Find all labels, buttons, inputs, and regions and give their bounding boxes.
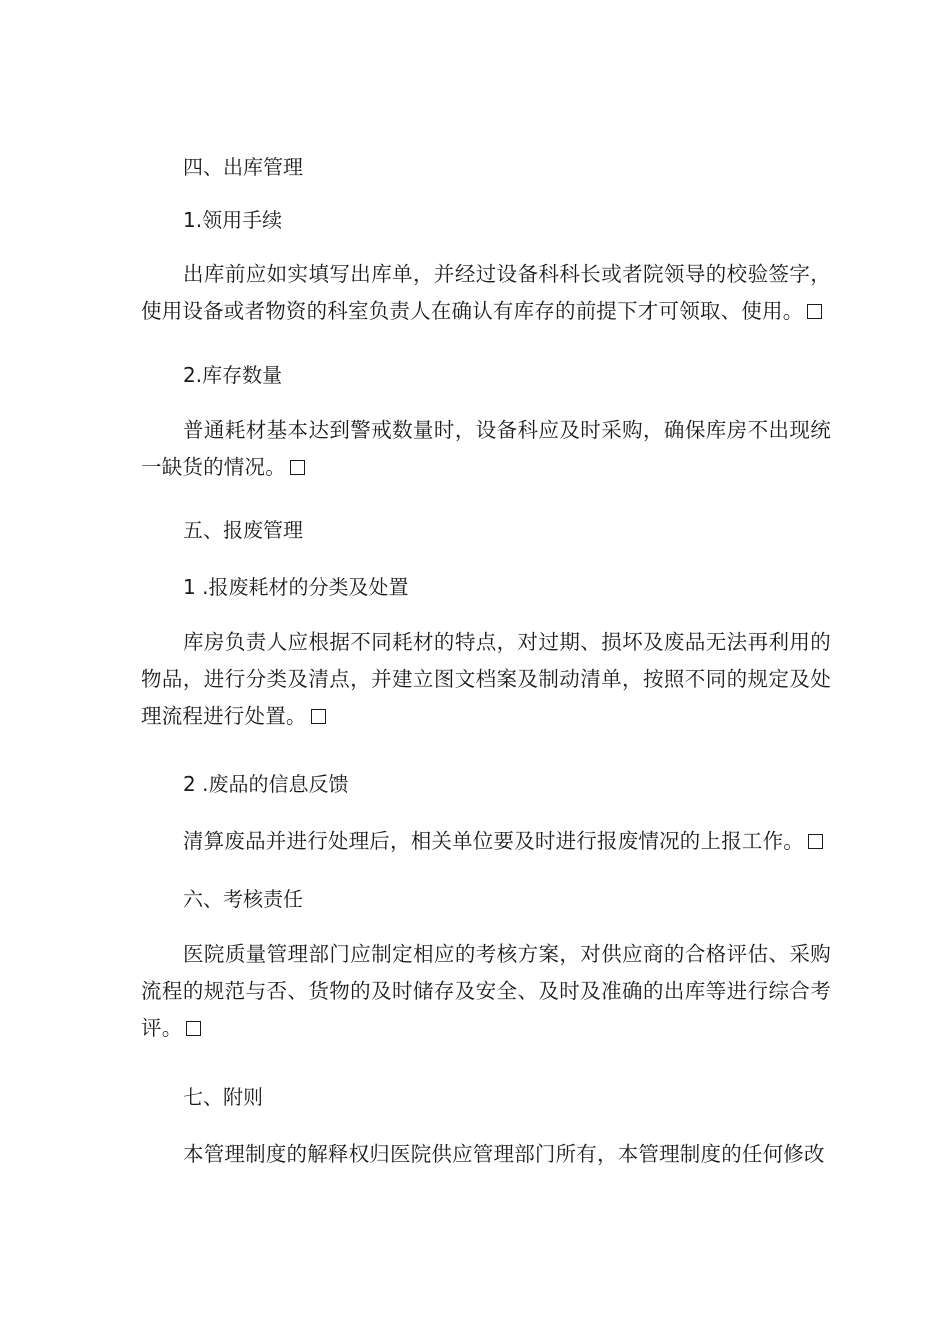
subsection-heading-5-2: 2 .废品的信息反馈 (183, 772, 349, 796)
paragraph-5-2-text: 清算废品并进行处理后，相关单位要及时进行报废情况的上报工作。 (183, 829, 804, 853)
paragraph-5-2 (141, 823, 831, 860)
paragraph-4-2-text: 普通耗材基本达到警戒数量时，设备科应及时采购，确保库房不出现统一缺货的情况。 (141, 418, 831, 479)
paragraph-4-2 (141, 412, 831, 486)
checkbox-glyph-icon (808, 834, 823, 849)
checkbox-glyph-icon (311, 709, 326, 724)
section-heading-5: 五、报废管理 (183, 518, 303, 542)
paragraph-6 (141, 936, 831, 1047)
paragraph-4-1 (141, 256, 831, 330)
paragraph-7 (141, 1136, 831, 1173)
checkbox-glyph-icon (290, 460, 305, 475)
paragraph-7-text: 本管理制度的解释权归医院供应管理部门所有，本管理制度的任何修改 (183, 1142, 825, 1166)
section-heading-4: 四、出库管理 (183, 155, 303, 179)
subsection-heading-4-2: 2.库存数量 (183, 363, 283, 387)
checkbox-glyph-icon (186, 1021, 201, 1036)
paragraph-4-1-text: 出库前应如实填写出库单，并经过设备科科长或者院领导的校验签字，使用设备或者物资的科室负责人在确认有库存的前提下才可领取、使用。 (141, 262, 831, 323)
paragraph-5-1-text: 库房负责人应根据不同耗材的特点，对过期、损坏及废品无法再利用的物品，进行分类及清点，并建立图文档案及制动清单，按照不同的规定及处理流程进行处置。 (141, 630, 831, 728)
section-heading-6: 六、考核责任 (183, 887, 303, 911)
paragraph-6-text: 医院质量管理部门应制定相应的考核方案，对供应商的合格评估、采购流程的规范与否、货物的及时储存及安全、及时及准确的出库等进行综合考评。 (141, 942, 831, 1040)
section-heading-7: 七、附则 (183, 1085, 263, 1109)
paragraph-5-1 (141, 624, 831, 735)
subsection-heading-4-1: 1.领用手续 (183, 208, 283, 232)
checkbox-glyph-icon (807, 304, 822, 319)
subsection-heading-5-1: 1 .报废耗材的分类及处置 (183, 575, 409, 599)
